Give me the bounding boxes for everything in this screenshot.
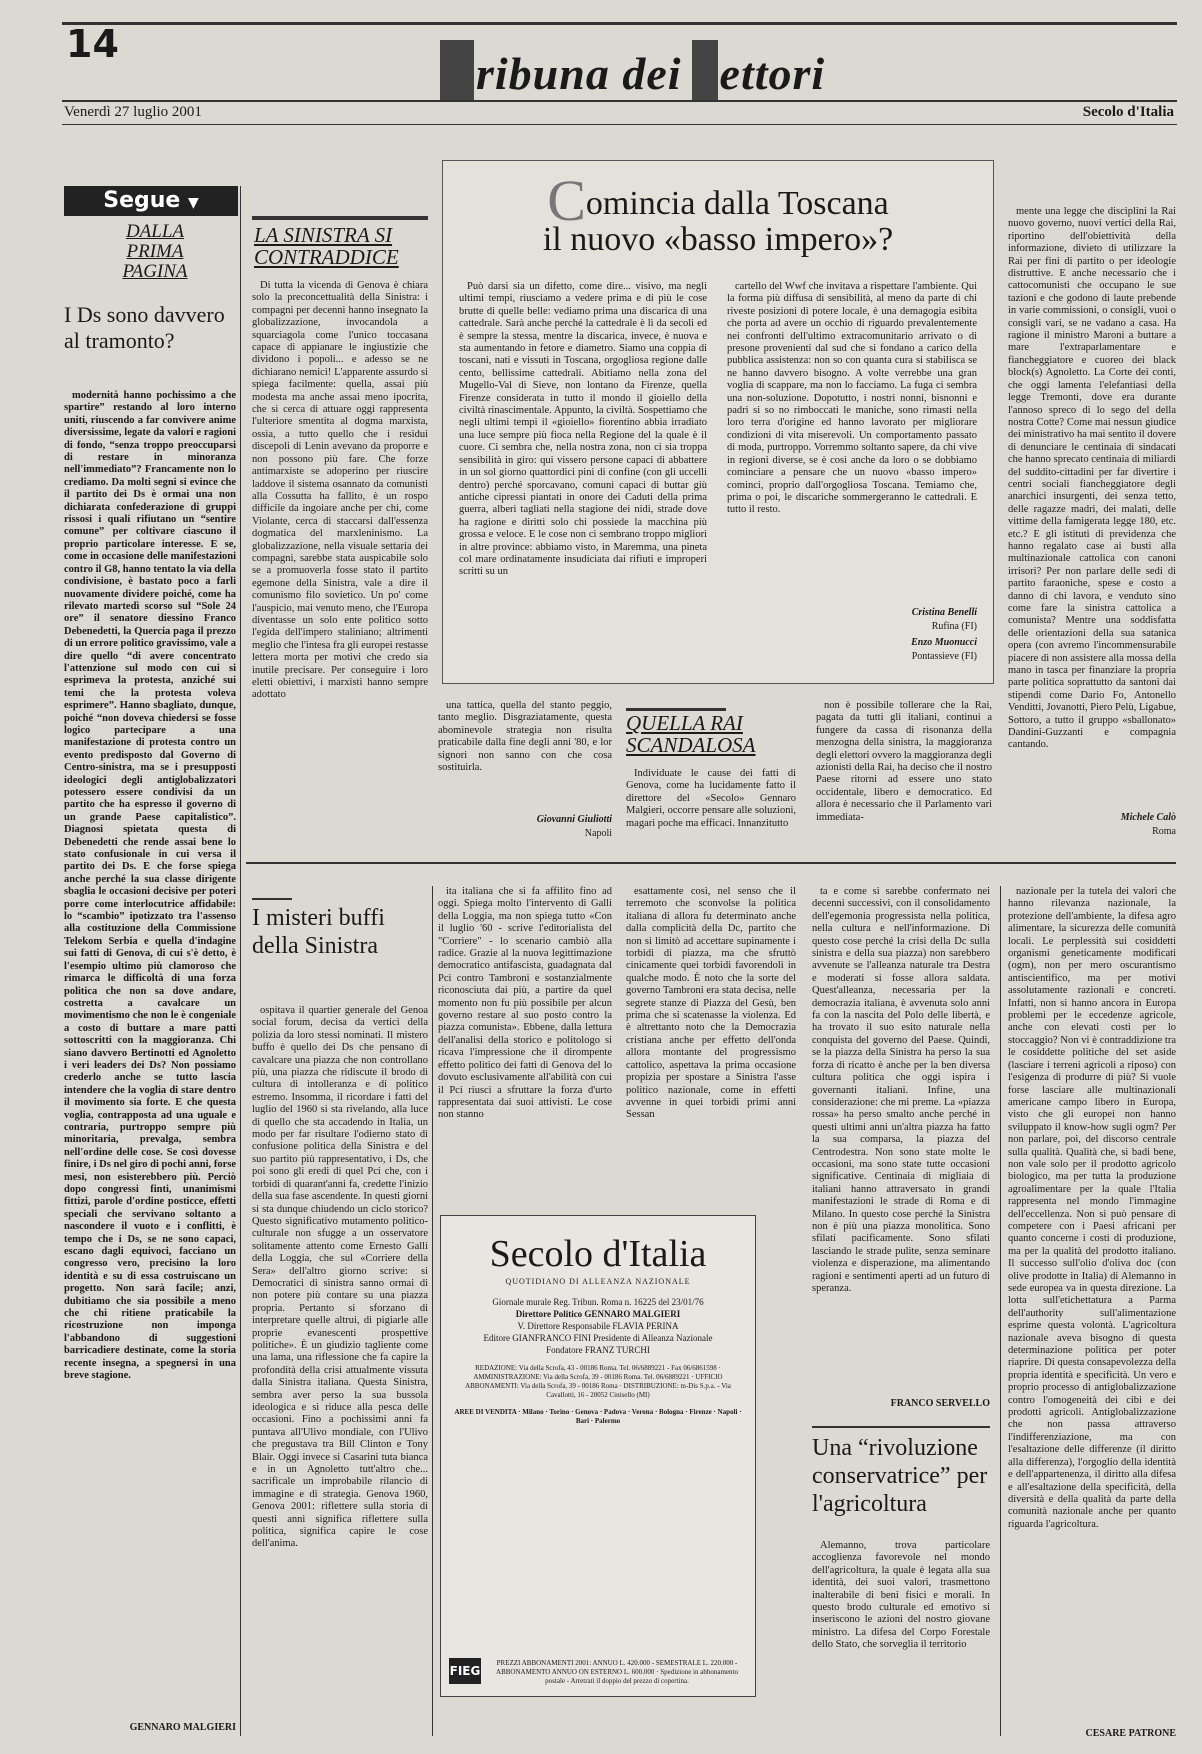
rai-scandalosa-text2: non è possibile tollerare che la Rai, pagata da tutti gli italiani, continui a fungere da cassa di risonanza della menzogna della sinistra, la maggioranza degli elettori ovvero la maggioranza degli azionisti della Rai, ha deciso che il nostro Paese ritorni ad essere uno stato occidentale, libero e democratico. Ed allora è necessario che il Parlamento vari immediata-	[816, 700, 992, 823]
toscana-col1-text: Può darsi sia un difetto, come dire... visivo, ma negli ultimi tempi, riusciamo a vedere prima e di più le cose brutte di quelle belle: vediamo prima una discarica di una cattedrale. Sarà anche perché la cattedrale è lì da secoli ed è sempre la stessa, mentre la discarica, invece, è nuova e sta aumentando in fetore e diametro. Siamo una coppia di toscani, nati e vissuti in Toscana, orgogliosa regione dalle cento, bellissime cattedrali. Abitiamo nella zona del Mugello-Val di Sieve, non lontano da Firenze, quella Firenze considerata in tutto il mondo il gioiello della civiltà rinascimentale. Appunto, la civiltà. Sospettiamo che negli ultimi tempi il «gioiello» fiorentino abbia irradiato una luce sempre più fioca nella Regione del la quale è il cuore. Ci sembra che, nella nostra zona, non ci sia troppa sensibilità in giro: qui vissero persone capaci di abbattere in un sol giorno quattordici pini di confine (con gli uccelli dentro) perché sporcavano, comuni capaci di buttar giù antiche cipressi piantati in onore dei Caduti della prima guerra, alberi tagliati nella stagione dei nidi, strade dove ha ragione e diritti solo chi possiede la macchina più grossa e veloce. E le cose non ci sembrano troppo migliori in altre province: abbiamo visto, in Maremma, una pineta col mare ordinatamente insudiciata dai rifiuti e improperi scritti su un	[459, 281, 707, 578]
sinistra-paragraph: Di tutta la vicenda di Genova è chiara solo la preconcettualità della Sinistra: i compagni per decenni hanno insegnato la globalizzazione, invocandola a squarciagola come l'unico toccasana capace di appianare le ingiustizie che dividono i popoli... e adesso se ne dichiarano nemici! L'apparente assurdo si spiega facilmente: quella, assai più modesta ma anche assai meno ipocrita, che si cerca di attuare oggi rappresenta l'ulteriore smentita al dogma marxista, ossia, a tutto quello che i residui discepoli di Lenin avevano da proporre e non possono più fare. Che forze antimarxiste se adoperino per riuscire laddove il sistema osannato da comunisti alla Cossutta ha fallito, è un rospo difficile da ingoiare anche per chi, come Violante, cerca di staccarsi dall'essenza dogmatica del marxleninismo. La globalizzazione, nella visuale settaria dei compagni, sarebbe stata auspicabile solo se a promuoverla fosse stato il partito egemone della Sinistra, vale a dire il comunismo filo sovietico. Un po' come l'auspicio, mai venuto meno, che l'Europa diventasse un solo ente politico sotto l'egida dell'impero staliniano; altrimenti meglio che l'intesa fra gli europei restasse lettera morta per motivi che credo sia inutile precisare. Per conseguire i loro eletti obiettivi, i marxisti hanno sempre adottato	[252, 280, 428, 701]
masthead-text-2: ettori	[719, 48, 826, 99]
tattica-body	[438, 700, 612, 810]
ad-fine-print: PREZZI ABBONAMENTI 2001: ANNUO L. 420.000 - SEMESTRALE L. 220.000 - ABBONAMENTO ANNUO ON ESTERNO L. 600.000 · Spedizione in abbonamento postale - Arretrati il doppio del prezzo di copertina.	[496, 1659, 738, 1685]
toscana-city2: Pontassieve (FI)	[911, 651, 977, 662]
misteri-col1	[252, 1005, 428, 1735]
misteri-col2-text: ita italiana che si fa affilito fino ad oggi. Spiega molto l'intervento di Galli della Loggia, ma non spiega tutto «Con il luglio '60 - scrive l'editorialista del "Corriere" - lo scenario cambiò alla radice. Grazie al la nuova legittimazione democratico antifascista, guadagnata dal Pci contro Tambroni e sostanzialmente riconosciuta dai più, a partire da quel momento non fu più possibile per alcun governo restare al suo posto contro la piazza comunista». Ebbene, dalla lettura dell'analisi della storico e politologo si ricava l'impressione che il dirompente effetto politico dei fatti di Genova del lo dovuto esclusivamente all'abilità con cui il Pci riuscì a sfruttare la forza d'urto rappresentata dai suoi attivisti. Le cose non stanno	[438, 886, 612, 1121]
misteri-col2	[438, 886, 612, 1198]
top-rule	[62, 22, 1177, 25]
toscana-author1: Cristina Benelli	[911, 607, 977, 618]
left-vertical-rule	[240, 186, 241, 1736]
tattica-city: Napoli	[584, 828, 612, 839]
misteri-col4-text: ta e come si sarebbe confermato nei decenni successivi, con il consolidamento dell'egemonia progressista nella politica, nella cultura e nell'informazione. Di questo cose perché la crisi della Dc sulla sinistra e della sua piazza) non sarebbero avvenute se l'alleanza naturale tra Destra e moderati si fosse allora saldata. Quest'alleanza, necessaria per la democrazia italiana, è avvenuta solo anni fa con la nascita del Polo delle libertà, e ha trovato il suo esito naturale nella conquista del governo del Paese. Quindi, se la piazza della Sinistra ha perso la sua forza di ricatto è anche per la ben diversa cultura politica che oggi ispira i governanti italiani. Infine, una considerazione: che mi preme. La «piazza rossa» ha perso smalto anche perché in questi ultimi anni un'altra piazza ha fatto la sua comparsa, la piazza del Centrodestra. Non sono state molte le occasioni, ma sono state tutte occasioni significative. Centinaia di migliaia di italiani hanno attraversato in grandi manifestazioni le strade di Roma e di Milano. In questo cose perché la Sinistra non è più una piazza monolitica. Sono sfilati pacificamente. Sono sfilati lasciando le strade pulite, senza seminare violenza e disperazione, ma alimentando ragioni e sentimenti aperti ad un futuro di speranza.	[812, 886, 990, 1294]
ids-article-title: I Ds sono davvero al tramonto?	[64, 302, 225, 353]
sinistra-top-rule	[252, 216, 428, 220]
masthead-text-1: ribuna dei	[476, 48, 682, 99]
issue-date: Venerdì 27 luglio 2001	[64, 104, 202, 120]
rai-scandalosa-text: Individuate le cause dei fatti di Genova, come ha lucidamente fatto il direttore del «Secolo» Gennaro Malgieri, occorre pensare alle soluzioni, magari poche ma efficaci. Innanzitutto	[626, 768, 796, 829]
page-number: 14	[66, 22, 119, 66]
ad-publisher: Editore GIANFRANCO FINI Presidente di Alleanza Nazionale	[483, 1333, 713, 1343]
vrule-3	[1000, 886, 1001, 1736]
ad-contacts: REDAZIONE: Via della Scrofa, 43 - 00186 Roma. Tel. 06/6889221 - Fax 06/6861598 · AMMINISTRAZIONE: Via della Scrofa, 39 - 00186 Roma. Tel. 06/6889221 · UFFICIO ABBONAMENTI: Via della Scrofa, 39 - 00186 Roma · DISTRIBUZIONE: m-Dis S.p.a. - Via Cavallotti, 16 - 20052 Cinisello (MI)	[465, 1364, 731, 1399]
ad-vicedirector: V. Direttore Responsabile FLAVIA PERINA	[517, 1321, 679, 1331]
rai-right-text: mente una legge che disciplini la Rai nuovo governo, nuovi vertici della Rai, riportino dell'obiettività della informazione, divieto di utilizzare la Rai per fini di partito o per ideologie distruttive. E anche necessario che i cattocomunisti che occupano le sue tazioni e che godono di laute prebende in varie commissioni, o consigli, vuoi o consigli vari, se ne vadano a casa. Ha ragione il ministro Maroni a buttare a mare l'extraparlamentare e fiancheggiatore e cuoreo dei black block(s) Agnoletto. La Corte dei conti, che oggi lamenta l'elefantiasi della legge Tremonti, dove era durante l'annoso spreco di lo sego del della nostra Cotte? Come mai nessun giudice dei ministrativo ha mai sentito il dovere di denunciare le centinaia di sindacati che hanno sprecato centinaia di miliardi del suddito-cittadini per far divertire i centri sociali fiancheggiatore degli anarchici insurgenti, dei senza tetto, delle ragazze madri, dei malati, delle vittime della famigerata legge 180, etc. etc.? E gli istituti di previdenza che hanno regalato case ai busti alla multinazionale cattolica con canoni irrisori? Per non parlare delle sedi di partito faraoniche, spese e costo a danno di chi lavora, e venduto sino come fare la sinistra cattolica a comunista? Mentre una soddisfatta delle orientazioni della sua satanica opera (con avremo l'incommensurabile piacere di non assistere alla mossa della mano in tasca per finanziare la propria parte politica soprattutto da santoni dai stipendi come Dario Fo, Antonello Venditti, Jovanotti, Piero Pelù, Ligabue, Sottoro, a tutto il gruppo «sballonato» Dandini-Guzzanti e compagnia cantando.	[1008, 206, 1176, 751]
right-bottom-body	[1008, 886, 1176, 1726]
misteri-title-rule	[252, 898, 292, 900]
section-masthead	[440, 40, 825, 100]
rai-right-body	[1008, 206, 1176, 804]
rai-right-author: Michele Calò	[1120, 812, 1176, 823]
rai-scandalosa-title: QUELLA RAI SCANDALOSA	[626, 711, 756, 757]
misteri-col3	[626, 886, 796, 1198]
toscana-box	[442, 160, 994, 684]
right-bottom-text: nazionale per la tutela dei valori che hanno rilevanza nazionale, la protezione dell'ambiente, la difesa agro alimentare, la sicurezza delle comunità locali. Le perplessità sui cosiddetti organismi geneticamente modificati (ogm), non per mero oscurantismo antiscientifico, ma per motivi assolutamente razionali e concreti. Infatti, non si hanno ancora in Europa problemi per le eccedenze agricole, anche con elevati costi per lo stoccaggio? Non vi è contraddizione tra le cosiddette politiche del set aside (lasciare i terreni agricoli a riposo) con l'esigenza di produrre di più? Si vuole forse lasciare alle multinazionali americane campo libero in Europa, visto che gli europei non hanno sviluppato il know-how sugli ogm? Per non parlare, poi, del discorso centrale sulla qualità. Qualità che, si badi bene, non vale solo per il prodotto agricolo biologico, ma per tutta la produzione agroalimentare per la quale l'Italia rappresenta nel mondo l'immagine dell'eccellenza. Non si può pensare di competere con i Paesi africani per quanto concerne i costi di produzione, ma per la qualità del prodotto italiano. Il successo sull'olio d'oliva doc (con olive prodotte in Italia) di Alemanno in sede europea va in questa direzione. La lotta sull'etichettatura a Parma dell'authority sull'alimentazione esprime questa volontà. L'agricoltura nazionale aveva bisogno di questa determinazione politica per poter riaprire. Di questa consapevolezza della propria identità e specificità. Un vero e proprio processo di antiglobalizzazione contro l'omogeneità dei cibi e dei prodotti agricoli. Antiglobalizzazione che non passa attraverso l'indifferenziazione, ma con l'esaltazione delle differenze (il diritto alla differenza), l'orgoglio della identità e dell'appartenenza, il diritto alla difesa e all'esaltazione della specificità, della diversità e della qualità da parte della comunità nazionale anche per quanto riguarda l'agricoltura.	[1008, 886, 1176, 1530]
ad-founder: Fondatore FRANZ TURCHI	[546, 1345, 650, 1355]
toscana-city1: Rufina (FI)	[931, 621, 977, 632]
toscana-headline	[443, 168, 993, 258]
toscana-col1	[459, 281, 707, 671]
ad-director: Direttore Politico GENNARO MALGIERI	[515, 1309, 681, 1319]
sinistra-body	[252, 280, 428, 832]
segue-label: Segue	[103, 188, 181, 213]
rivoluzione-text: Alemanno, trova particolare accoglienza favorevole nel mondo dell'agricoltura, la quale è legata alla sua identità, dei suoi valori, trasmettono inalterabile di beni fisici e morali. In questo brodo culturale ed emotivo si inseriscono le azioni del nostro giovane ministro. La difesa del Corpo Forestale dello Stato, che sorveglia il territorio	[812, 1540, 990, 1651]
fieg-logo: FIEG	[449, 1658, 481, 1684]
paper-name: Secolo d'Italia	[1082, 104, 1174, 120]
vrule-2	[432, 886, 433, 1736]
ids-author: GENNARO MALGIERI	[129, 1722, 236, 1733]
toscana-col2	[727, 281, 977, 591]
toscana-dropcap: C	[547, 168, 586, 233]
segue-subtitle: DALLA PRIMA PAGINA	[122, 221, 188, 282]
ids-paragraph: modernità hanno pochissimo a che spartire” restando al loro interno uniti, riuscendo a far convivere anime diversissime, legate da valori e ragioni di fondo, “senza troppo preoccuparsi di restare in minoranza nell'immediato”? Francamente non lo crediamo. Da molti segni si evince che il partito dei Ds è ormai una non dichiarata confederazione di gruppi rissosi i quali rifiutano un “sentire comune” per coltivare ciascuno il proprio particolare interesse. E se, come in occasione delle manifestazioni contro il G8, hanno tentato la via della condivisione, è bastato poco a farli nuovamente dividere poiché, come ha rilevato martedì scorso sul “Sole 24 ore” il senatore diessino Franco Debenedetti, la Quercia paga il prezzo di un errore politico gravissimo, vale a dire quello “di avere concentrato l'attenzione sul modo con cui si esprimeva la protesta, anziché sui temi che la protesta voleva esprimere”. Hanno sbagliato, dunque, poiché “non doveva chiedersi se fosse logico partecipare a una manifestazione di protesta contro un evento predisposto dal Governo di Centro-sinistra, ma se i presupposti ideologici degli antiglobalizzatori potessero essere condivisi da un partito che ha espresso il governo di un grande Paese capitalistico”. Diagnosi spietata questa di Debenedetti che rende assai bene lo stato confusionale in cui versa il partito dei Ds. E che forse spiega anche perché la sua classe dirigente sbaglia le occasioni decisive per poteri porre come interlocutrice affidabile: lo “scambio” ipotizzato tra l'assenso alla costituzione della Commissione Telekom Serbia e quella d'indagine sui fatti di Genova, di cui s'è detto, è l'esempio ultimo più clamoroso che rimarca le difficoltà di una forza politica che non sa dove andare, costretta a cavalcare un movimentismo che non le è congeniale a costo di buttare a mare patti sottoscritti con la maggioranza. Chi siano davvero Bertinotti ed Agnoletto i veri leaders dei Ds? Non possiamo crederlo anche se tutto lascia intendere che la voglia di stare dentro il movimento sia forte. E che questa voglia, contrapposta ad una uguale e contraria, purtroppo sempre più minoritaria, prevalga, sembra nell'ordine delle cose. Se così dovesse finire, i Ds nel giro di pochi anni, forse mesi, non esisterebbero più. Perciò dopo congressi finti, unanimismi fittizi, parole d'ordine posticce, effetti speciali che servivano soltanto a nascondere il vuoto e i conflitti, è tempo che i Ds, se ne sono capaci, escano dagli equivoci, facciano un congresso vero, precisino la loro identità e su di essa costruiscano un progetto. Non sarà facile; anzi, dubitiamo che sia possibile a meno che chi ritiene praticabile la ricostruzione non imponga l'abbandono di suggestioni barricadiere destinate, come la storia recente insegna, a spegnersi in una breve stagione.	[64, 390, 236, 1382]
ad-subtitle: QUOTIDIANO DI ALLEANZA NAZIONALE	[505, 1277, 691, 1286]
misteri-col1-text: ospitava il quartier generale del Genoa social forum, decisa da vertici della polizia da loro stessi nominati. Il mistero buffo è quello dei Ds che pensano di cavalcare una piazza che non controllano più, una piazza che ridiscute il brodo di cultura di intolleranza e di politico estremo. Insomma, il ricordare i fatti del luglio del 1960 si sta rivelando, alla luce di quello che sta accadendo in Italia, un modo per far risultare l'odierno stato di confusione politica della Sinistra e del suo partito più rappresentativo, i Ds, che poi sono gli eredi di quel Pci che, con i torbidi di quarant'anni fa, credette l'inizio della sua fase ascendente. In questi giorni si sta dunque chiudendo un ciclo storico? Questo significativo mutamento politico-culturale non sfugge a un osservatore solitamente attento come Ernesto Galli della Loggia, che sul «Corriere della Sera» dell'altro giorno scrive: si Democratici di sinistra sanno ormai di non potere più contare su una piazza propria. Pertanto si sforzano di interpretare quelle altrui, di pigiarle alle proprie evanescenti prospettive politiche». È un giudizio tagliente come una lama, una riflessione che fa capire la profondità della crisi attualmente vissuta dalla Sinistra italiana. Questa Sinistra, sembra aver perso la sua bussola ideologica e si riduce alla pesca delle occasioni. Fino a pochissimi anni fa puntava all'Ulivo mondiale, con l'Ulivo che pregustava tra Bill Clinton e Tony Blair. Oggi invece si Casarini tuta bianca e in un Agnoletto tutt'altro che... sacrificale un improbabile rilancio di immagine e di strategia. Genova 1960, Genova 2001: riflettere sulla storia di questi anni significa riflettere sulla politica, significa capire le cose dell'anima.	[252, 1005, 428, 1550]
rai-scandalosa-body	[626, 768, 796, 842]
misteri-col4	[812, 886, 990, 1394]
toscana-col2-text: cartello del Wwf che invitava a rispettare l'ambiente. Qui la forma più diffusa di sensibilità, al meno da parte di chi riveste posizioni di potere locale, è una demagogia esibita che porta ad avere un occhio di riguardo prevalentemente nei confronti dell'ultimo extracomunitario arrivato o di presone provenienti dal sud che si fondano a carico della pubblica assistenza: non so con quanta cura si stabilisca se ne hanno davvero bisogno. A volte verrebbe una gran voglia di scappare, ma non lo facciamo. La fuga ci sembra una non-soluzione. Dopotutto, i nostri nonni, bisnonni e padri si so no rimboccati le maniche, sono rimasti nella loro terra d'origine ed hanno lavorato per migliorare condizioni di vita miserevoli. Un comportamento passato di moda, purtroppo. Vorremmo soltanto sapere, da chi vive in regioni diverse, se è così anche da loro o se dobbiamo cominciare a pensare che un nuovo «basso impero» cominci, proprio dall'orgogliosa Toscana. Temiamo che, prima o poi, le discariche sommergeranno le cattedrali. E tutto il resto.	[727, 281, 977, 516]
tattica-text: una tattica, quella del stanto peggio, tanto meglio. Disgraziatamente, questa abominevole strategia non risulta praticabile dalla fine degli anni '80, e lor signori non sanno con che cosa sostituirla.	[438, 700, 612, 774]
toscana-author2: Enzo Muonucci	[911, 637, 977, 648]
ad-title: Secolo d'Italia	[489, 1233, 707, 1275]
rivoluzione-body	[812, 1540, 990, 1736]
toscana-headline-rest: omincia dalla Toscana	[585, 185, 889, 222]
masthead-ad-box	[440, 1215, 756, 1697]
rai-right-city: Roma	[1152, 826, 1176, 837]
header-rule-2	[62, 124, 1177, 125]
ad-registration: Giornale murale Reg. Tribun. Roma n. 16225 del 23/01/76	[492, 1297, 704, 1307]
misteri-col3-text: esattamente così, nel senso che il terremoto che sconvolse la politica italiana di allora fu determinato anche dalla complicità della Dc, partito che non si limitò ad accettare supinamente i torbidi di piazza, ma che sfruttò cinicamente quei torbidi favorendoli in qualche modo. È noto che la sorte del governo Tambroni era stata decisa, nelle segrete stanze di Piazza del Gesù, ben prima che si scatenasse la violenza. Ed è altrettanto noto che la Democrazia cristiana anche per effetto dell'onda allora montante del progressismo cattolico, aspettava la prima occasione propizia per spostare a Sinistra l'asse politico nazionale, come in effetti avvenne in quei torbidi primi anni Sessan	[626, 886, 796, 1121]
misteri-title: I misteri buffi della Sinistra	[252, 905, 385, 959]
mid-horizontal-rule	[246, 862, 1176, 864]
masthead-t-block	[440, 40, 474, 100]
ids-article-body	[64, 390, 236, 1720]
masthead-l-block	[692, 40, 718, 100]
ad-areas: AREE DI VENDITA · Milano · Torino · Genova · Padova · Verona · Bologna · Firenze · Napoli · Bari · Palermo	[454, 1408, 742, 1425]
tattica-author: Giovanni Giuliotti	[536, 814, 612, 825]
misteri-author: FRANCO SERVELLO	[890, 1398, 990, 1409]
header-rule	[62, 100, 1177, 102]
sinistra-title: LA SINISTRA SI CONTRADDICE	[254, 223, 399, 269]
segue-arrow-icon: ▼	[188, 195, 199, 211]
toscana-headline-line2: il nuovo «basso impero»?	[542, 221, 894, 258]
rivoluzione-title: Una “rivoluzione conservatrice” per l'agricoltura	[812, 1435, 988, 1517]
rivoluzione-rule	[812, 1426, 990, 1428]
right-bottom-author: CESARE PATRONE	[1085, 1728, 1176, 1739]
segue-banner	[64, 186, 238, 216]
rai-scandalosa-body2	[816, 700, 992, 842]
